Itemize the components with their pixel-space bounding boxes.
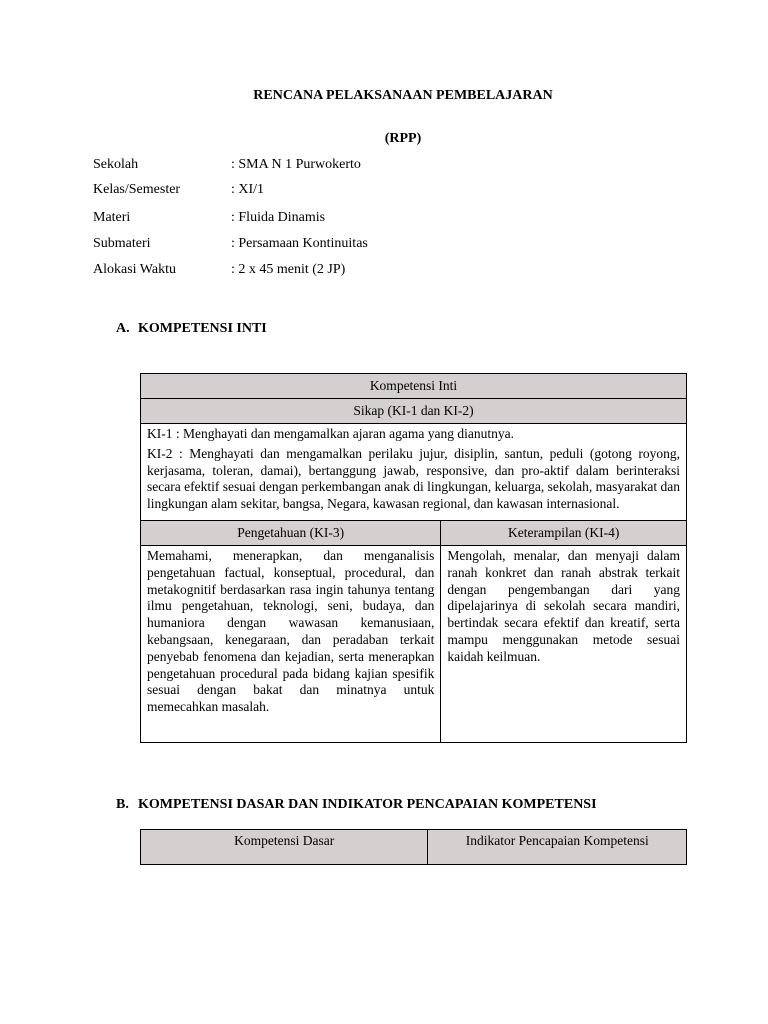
info-label: Kelas/Semester xyxy=(93,182,181,197)
section-number: B. xyxy=(116,797,129,812)
info-label: Submateri xyxy=(93,236,151,251)
table-header-kompetensi-dasar: Kompetensi Dasar xyxy=(141,830,428,865)
section-number: A. xyxy=(116,321,130,336)
document-title: RENCANA PELAKSANAAN PEMBELAJARAN xyxy=(253,88,553,103)
info-label: Alokasi Waktu xyxy=(93,262,176,277)
info-row-submateri xyxy=(93,236,693,256)
info-value: : SMA N 1 Purwokerto xyxy=(231,157,361,172)
document-subtitle: (RPP) xyxy=(384,131,422,146)
info-value: : Fluida Dinamis xyxy=(231,210,326,225)
info-value: : 2 x 45 menit (2 JP) xyxy=(231,262,346,277)
ki2-text: KI-2 : Menghayati dan mengamalkan perilaku jujur, disiplin, santun, peduli (gotong royong, kerjasama, toleran, damai), bertanggung jawab, responsive, dan pro-aktif dalam berinteraksi secara efektif sesuai dengan perkembangan anak di lingkungan, keluarga, sekolah, masyarakat dan lingkungan alam sekitar, bangsa, Negara, kawasan regional, dan kawasan internasional. xyxy=(147,445,680,512)
section-b-heading xyxy=(116,797,597,813)
table-header-indikator: Indikator Pencapaian Kompetensi xyxy=(428,830,687,865)
sikap-cell xyxy=(141,424,687,521)
ki4-text: Mengolah, menalar, dan menyaji dalam ranah konkret dan ranah abstrak terkait dengan pengembangan dari yang dipelajarinya di sekolah secara mandiri, bertindak secara efektif dan kreatif, serta mampu menggunakan metode sesuai kaidah keilmuan. xyxy=(441,545,687,742)
info-value: : XI/1 xyxy=(231,182,265,197)
table-header-sikap: Sikap (KI-1 dan KI-2) xyxy=(141,399,687,424)
table-header-kompetensi-inti: Kompetensi Inti xyxy=(141,374,687,399)
section-title: KOMPETENSI DASAR DAN INDIKATOR PENCAPAIAN KOMPETENSI xyxy=(138,797,597,812)
info-row-sekolah xyxy=(93,157,693,177)
ki1-text: KI-1 : Menghayati dan mengamalkan ajaran agama yang dianutnya. xyxy=(147,426,514,441)
info-row-kelas-semester xyxy=(93,182,693,202)
kompetensi-dasar-table xyxy=(140,829,687,865)
table-header-pengetahuan: Pengetahuan (KI-3) xyxy=(141,520,441,545)
info-row-materi xyxy=(93,210,693,230)
section-title: KOMPETENSI INTI xyxy=(138,321,267,336)
info-label: Sekolah xyxy=(93,157,139,172)
table-header-keterampilan: Keterampilan (KI-4) xyxy=(441,520,687,545)
info-label: Materi xyxy=(93,210,131,225)
info-row-alokasi-waktu xyxy=(93,262,693,282)
info-value: : Persamaan Kontinuitas xyxy=(231,236,368,251)
kompetensi-inti-table xyxy=(140,373,687,743)
ki3-text: Memahami, menerapkan, dan menganalisis pengetahuan factual, konseptual, procedural, dan metakognitif berdasarkan rasa ingin tahunya tentang ilmu pengetahuan, teknologi, seni, budaya, dan humaniora dengan wawasan kemanusiaan, kebangsaan, kenegaraan, dan peradaban terkait penyebab fenomena dan kejadian, serta menerapkan pengetahuan procedural pada bidang kajian spesifik sesuai dengan bakat dan minatnya untuk memecahkan masalah. xyxy=(141,545,441,742)
section-a-heading xyxy=(116,321,267,337)
